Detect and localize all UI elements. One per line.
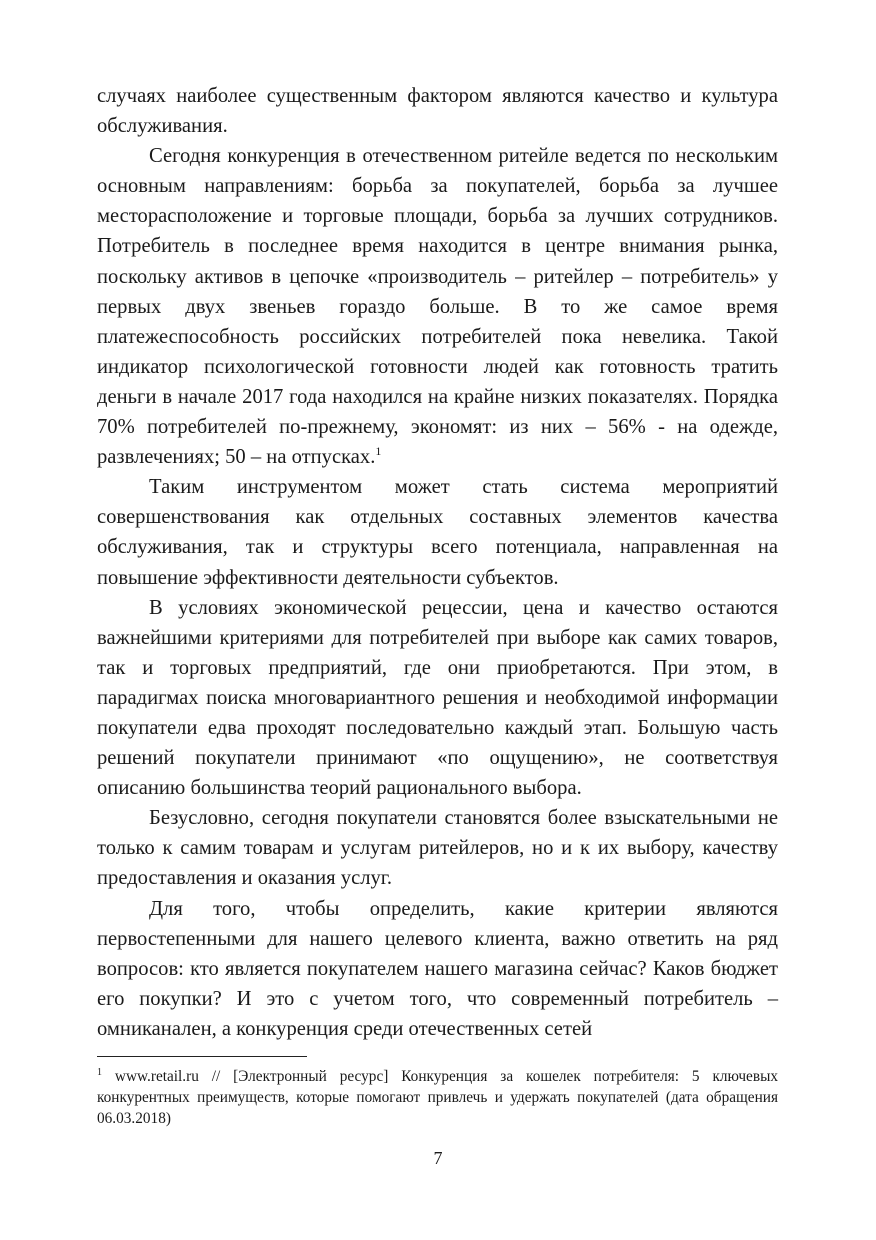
paragraph-text: случаях наиболее существенным фактором являются качество и культура обслуживания. <box>97 85 778 138</box>
paragraph <box>97 803 778 893</box>
body-text <box>97 81 778 1044</box>
paragraph <box>97 593 778 804</box>
paragraph <box>97 81 778 141</box>
paragraph-text: Сегодня конкуренция в отечественном ритейле ведется по нескольким основным направлениям: борьба за покупателей, борьба за лучшее месторасположение и торговые площади, борьба за лучших сотрудников. Потребитель в последнее время находится в центре внимания рынка, поскольку активов в цепочке «производитель – ритейлер – потребитель» у первых двух звеньев гораздо больше. В то же самое время платежеспособность российских потребителей пока невелика. Такой индикатор психологической готовности людей как готовность тратить деньги в начале 2017 года находился на крайне низких показателях. Порядка 70% потребителей по-прежнему, экономят: из них – 56% - на одежде, развлечениях; 50 – на отпусках. <box>97 145 778 469</box>
paragraph-text: Таким инструментом может стать система мероприятий совершенствования как отдельных составных элементов качества обслуживания, так и структуры всего потенциала, направленная на повышение эффективности деятельности субъектов. <box>97 476 778 589</box>
page-number: 7 <box>433 1148 443 1168</box>
paragraph-text: В условиях экономической рецессии, цена и качество остаются важнейшими критериями для потребителей при выборе как самих товаров, так и торговых предприятий, где они приобретаются. При этом, в парадигмах поиска многовариантного решения и необходимой информации покупатели едва проходят последовательно каждый этап. Большую часть решений покупатели принимают «по ощущению», не соответствуя описанию большинства теорий рационального выбора. <box>97 596 778 800</box>
page-body <box>97 81 778 1044</box>
footnote-text: www.retail.ru // [Электронный ресурс] Конкуренция за кошелек потребителя: 5 ключевых конкурентных преимуществ, которые помогают привлечь и удержать покупателей (дата обращения 06.03.2018) <box>97 1068 778 1127</box>
footnote-separator <box>97 1056 307 1057</box>
paragraph <box>97 894 778 1044</box>
footnote-reference[interactable]: 1 <box>375 444 382 459</box>
paragraph-text: Для того, чтобы определить, какие критерии являются первостепенными для нашего целевого клиента, важно ответить на ряд вопросов: кто является покупателем нашего магазина сейчас? Каков бюджет его покупки? И это с учетом того, что современный потребитель – омниканален, а конкуренция среди отечественных сетей <box>97 897 778 1040</box>
paragraph <box>97 141 778 472</box>
footnote-marker: 1 <box>97 1066 102 1078</box>
paragraph-text: Безусловно, сегодня покупатели становятся более взыскательными не только к самим товарам и услугам ритейлеров, но и к их выбору, качеству предоставления и оказания услуг. <box>97 807 778 890</box>
paragraph <box>97 472 778 592</box>
footnote <box>97 1066 778 1129</box>
